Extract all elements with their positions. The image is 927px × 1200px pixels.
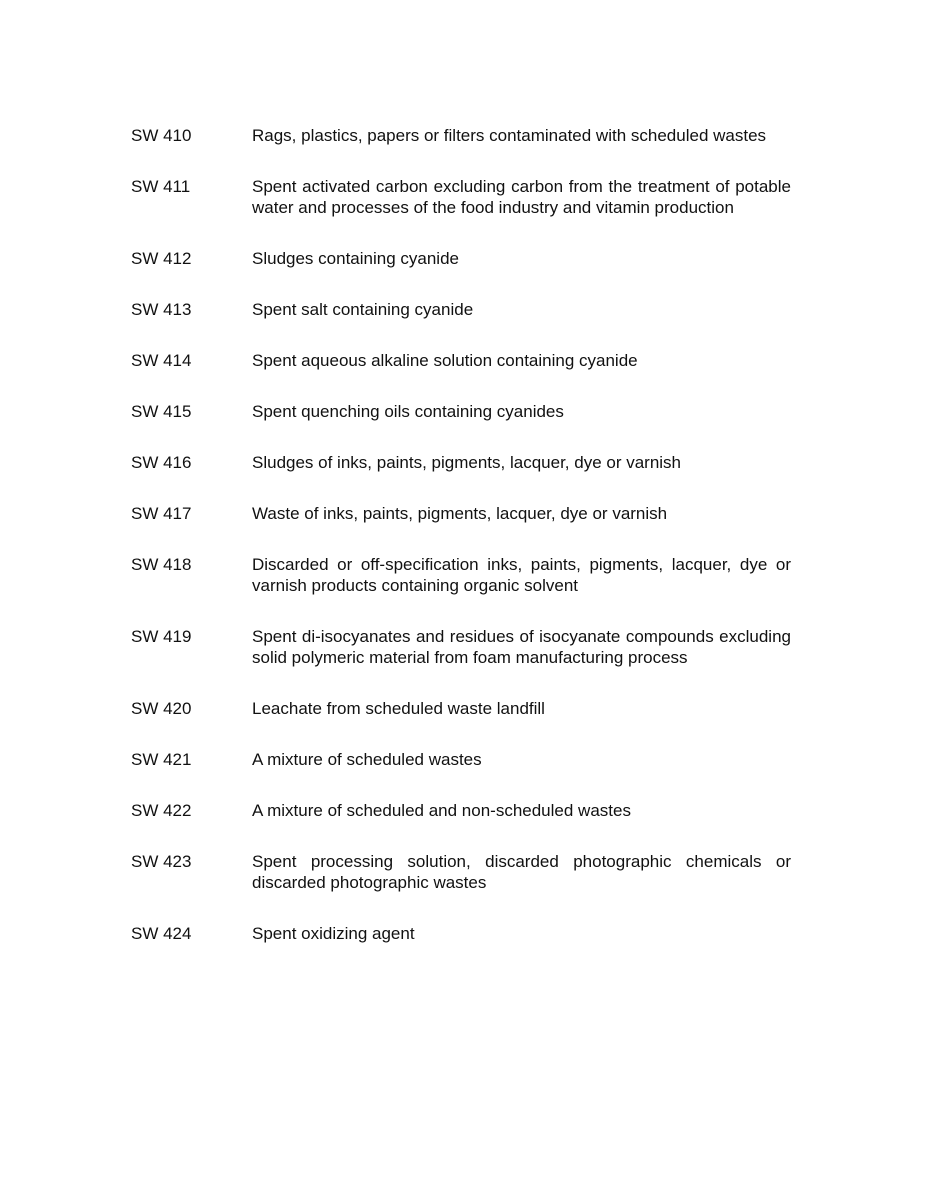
waste-description: Leachate from scheduled waste landfill [252, 699, 545, 718]
list-item [131, 452, 791, 473]
waste-description: Spent salt containing cyanide [252, 300, 474, 319]
waste-description: Sludges containing cyanide [252, 249, 459, 268]
waste-description: Waste of inks, paints, pigments, lacquer, dye or varnish [252, 504, 668, 523]
list-item [131, 626, 791, 668]
list-item [131, 554, 791, 596]
list-item [131, 401, 791, 422]
waste-description: A mixture of scheduled wastes [252, 750, 482, 769]
list-item [131, 350, 791, 371]
waste-description: Discarded or off-specification inks, paints, pigments, lacquer, dye or varnish products containing organic solvent [252, 555, 791, 595]
waste-code: SW 414 [131, 351, 192, 370]
waste-code: SW 424 [131, 924, 192, 943]
waste-description: Spent quenching oils containing cyanides [252, 402, 564, 421]
waste-code: SW 411 [131, 177, 191, 196]
waste-description: Spent aqueous alkaline solution containing cyanide [252, 351, 638, 370]
list-item [131, 125, 791, 146]
list-item [131, 299, 791, 320]
waste-code: SW 418 [131, 555, 192, 574]
list-item [131, 248, 791, 269]
waste-code: SW 423 [131, 852, 192, 871]
list-item [131, 176, 791, 218]
waste-description: Spent processing solution, discarded photographic chemicals or discarded photographic wastes [252, 852, 791, 892]
waste-code: SW 415 [131, 402, 192, 421]
waste-code: SW 419 [131, 627, 192, 646]
waste-code: SW 416 [131, 453, 192, 472]
waste-description: Spent activated carbon excluding carbon from the treatment of potable water and processes of the food industry and vitamin production [252, 177, 791, 217]
list-item [131, 749, 791, 770]
list-item [131, 851, 791, 893]
waste-description: Rags, plastics, papers or filters contaminated with scheduled wastes [252, 126, 767, 145]
waste-description: Sludges of inks, paints, pigments, lacquer, dye or varnish [252, 453, 682, 472]
waste-code: SW 413 [131, 300, 192, 319]
list-item [131, 503, 791, 524]
waste-code: SW 420 [131, 699, 192, 718]
waste-code: SW 421 [131, 750, 192, 769]
list-item [131, 698, 791, 719]
waste-description: Spent oxidizing agent [252, 924, 415, 943]
scheduled-waste-list [131, 125, 791, 974]
list-item [131, 800, 791, 821]
waste-code: SW 417 [131, 504, 192, 523]
waste-code: SW 422 [131, 801, 192, 820]
waste-code: SW 412 [131, 249, 192, 268]
list-item [131, 923, 791, 944]
waste-code: SW 410 [131, 126, 192, 145]
waste-description: A mixture of scheduled and non-scheduled wastes [252, 801, 631, 820]
waste-description: Spent di-isocyanates and residues of isocyanate compounds excluding solid polymeric material from foam manufacturing process [252, 627, 791, 667]
